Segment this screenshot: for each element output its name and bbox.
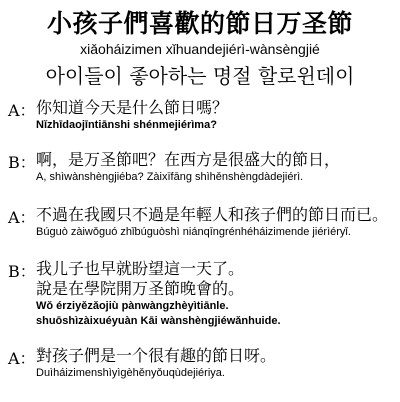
pinyin-line: Duìháizimenshìyìgèhěnyǒuqùdejiériya. [36, 367, 225, 379]
speaker-label: B： [8, 262, 36, 281]
speaker-label: A： [8, 349, 36, 368]
speaker-label: A： [8, 101, 36, 120]
chinese-line: 我儿子也早就盼望這一天了。 [36, 259, 245, 278]
speaker-label: B： [8, 153, 36, 172]
chinese-line: 啊，是万圣節吧？在西方是很盛大的節日， [36, 150, 341, 169]
pinyin-line: A, shìwànshèngjiéba? Zàixīfāng shìhěnshèngdàdejiérì. [36, 171, 304, 183]
title-korean: 아이들이 좋아하는 명절 할로윈데이 [45, 64, 355, 88]
pinyin-line: Nǐzhīdaojīntiānshi shénmejiérìma? [36, 119, 217, 131]
chinese-line: 說是在學院開万圣節晚會的。 [36, 279, 245, 298]
chinese-line: 不過在我國只不過是年輕人和孩子們的節日而已。 [36, 205, 389, 224]
chinese-line: 你知道今天是什么節日嗎？ [36, 98, 229, 117]
pinyin-line: Wǒ érziyězǎojiù pànwàngzhèyìtiānle. [36, 300, 229, 312]
speaker-label: A： [8, 208, 36, 227]
pinyin-line: Búguò zàiwǒguó zhǐbúguòshì niánqīngrénhéháizimende jiérìéryǐ. [36, 226, 351, 238]
title-pinyin: xiǎoháizimen xǐhuandejiérì-wànsèngjié [80, 41, 320, 57]
pinyin-line: shuōshìzàixuéyuàn Kāi wànshèngjiéwǎnhuide. [36, 315, 281, 327]
chinese-line: 對孩子們是一个很有趣的節日呀。 [36, 346, 277, 365]
title-chinese: 小孩子們喜歡的節日万圣節 [46, 9, 353, 38]
